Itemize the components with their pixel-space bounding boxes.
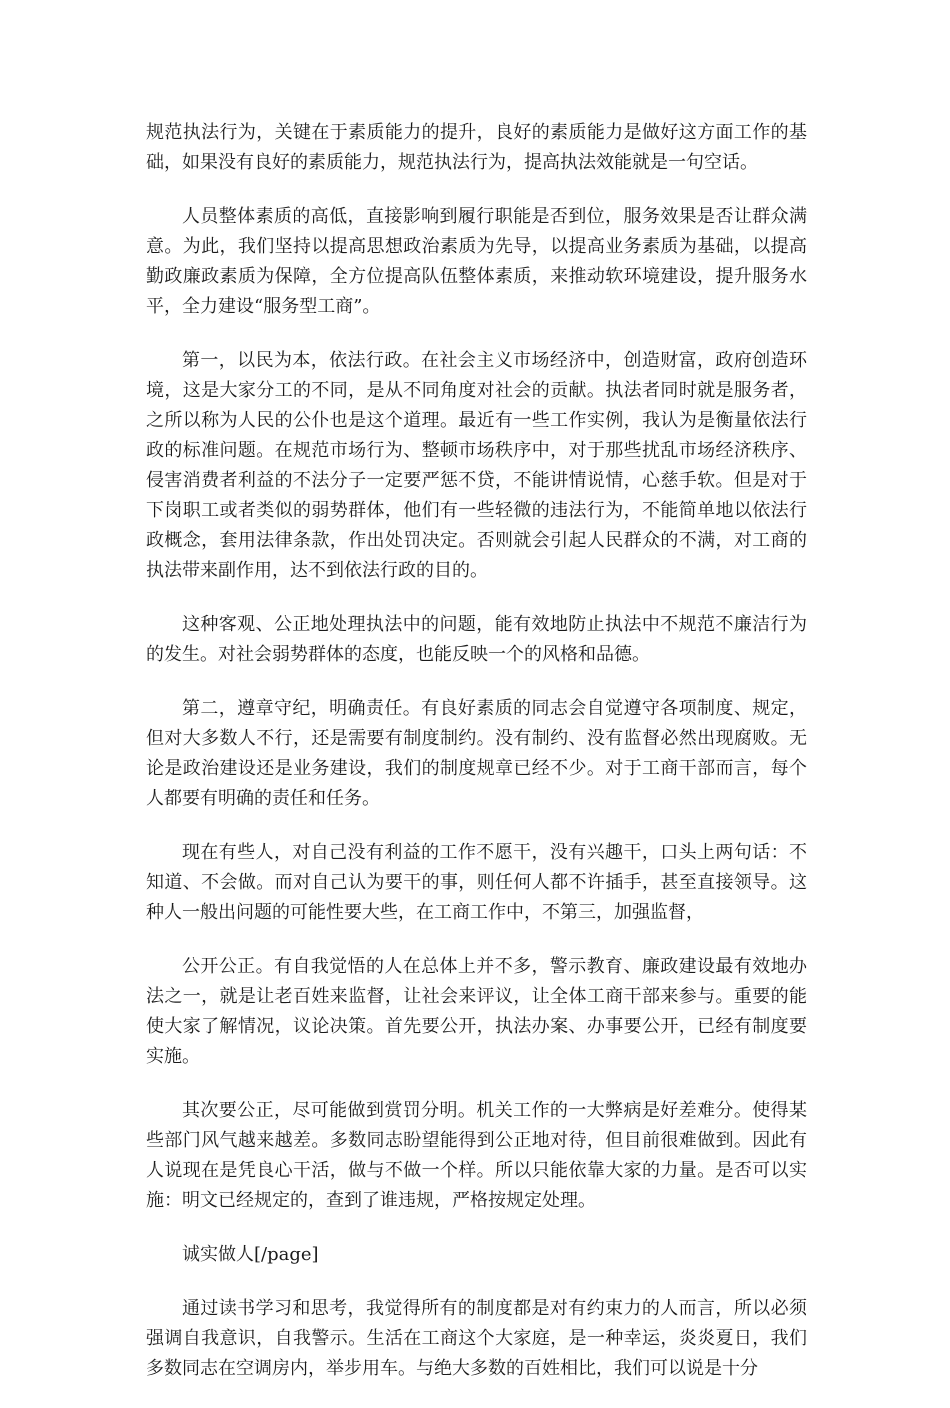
paragraph-2: 人员整体素质的高低，直接影响到履行职能是否到位，服务效果是否让群众满意。为此，我们坚持以提高思想政治素质为先导，以提高业务素质为基础，以提高勤政廉政素质为保障，全方位提高队伍整体素质，来推动软环境建设，提升服务水平，全力建设“服务型工商”。 <box>146 206 807 317</box>
document-page <box>146 118 807 1408</box>
paragraph-5: 第二，遵章守纪，明确责任。有良好素质的同志会自觉遵守各项制度、规定，但对大多数人不行，还是需要有制度制约。没有制约、没有监督必然出现腐败。无论是政治建设还是业务建设，我们的制度规章已经不少。对于工商干部而言，每个人都要有明确的责任和任务。 <box>146 698 807 809</box>
paragraph-9: 诚实做人[/page] <box>182 1244 319 1265</box>
paragraph-3: 第一，以民为本，依法行政。在社会主义市场经济中，创造财富，政府创造环境，这是大家分工的不同，是从不同角度对社会的贡献。执法者同时就是服务者，之所以称为人民的公仆也是这个道理。最近有一些工作实例，我认为是衡量依法行政的标准问题。在规范市场行为、整顿市场秩序中，对于那些扰乱市场经济秩序、侵害消费者利益的不法分子一定要严惩不贷，不能讲情说情，心慈手软。但是对于下岗职工或者类似的弱势群体，他们有一些轻微的违法行为，不能简单地以依法行政概念，套用法律条款，作出处罚决定。否则就会引起人民群众的不满，对工商的执法带来副作用，达不到依法行政的目的。 <box>146 350 807 581</box>
paragraph-1: 规范执法行为，关键在于素质能力的提升，良好的素质能力是做好这方面工作的基础，如果没有良好的素质能力，规范执法行为，提高执法效能就是一句空话。 <box>146 122 807 173</box>
paragraph-6: 现在有些人，对自己没有利益的工作不愿干，没有兴趣干，口头上两句话：不知道、不会做。而对自己认为要干的事，则任何人都不许插手，甚至直接领导。这种人一般出问题的可能性要大些，在工商工作中，不第三，加强监督， <box>146 842 807 923</box>
paragraph-10: 通过读书学习和思考，我觉得所有的制度都是对有约束力的人而言，所以必须强调自我意识，自我警示。生活在工商这个大家庭，是一种幸运，炎炎夏日，我们多数同志在空调房内，举步用车。与绝大多数的百姓相比，我们可以说是十分 <box>146 1298 807 1379</box>
paragraph-8: 其次要公正，尽可能做到赏罚分明。机关工作的一大弊病是好差难分。使得某些部门风气越来越差。多数同志盼望能得到公正地对待，但目前很难做到。因此有人说现在是凭良心干活，做与不做一个样。所以只能依靠大家的力量。是否可以实施：明文已经规定的，查到了谁违规，严格按规定处理。 <box>146 1100 807 1211</box>
paragraph-4: 这种客观、公正地处理执法中的问题，能有效地防止执法中不规范不廉洁行为的发生。对社会弱势群体的态度，也能反映一个的风格和品德。 <box>146 614 807 665</box>
paragraph-7: 公开公正。有自我觉悟的人在总体上并不多，警示教育、廉政建设最有效地办法之一，就是让老百姓来监督，让社会来评议，让全体工商干部来参与。重要的能使大家了解情况，议论决策。首先要公开，执法办案、办事要公开，已经有制度要实施。 <box>146 956 807 1067</box>
